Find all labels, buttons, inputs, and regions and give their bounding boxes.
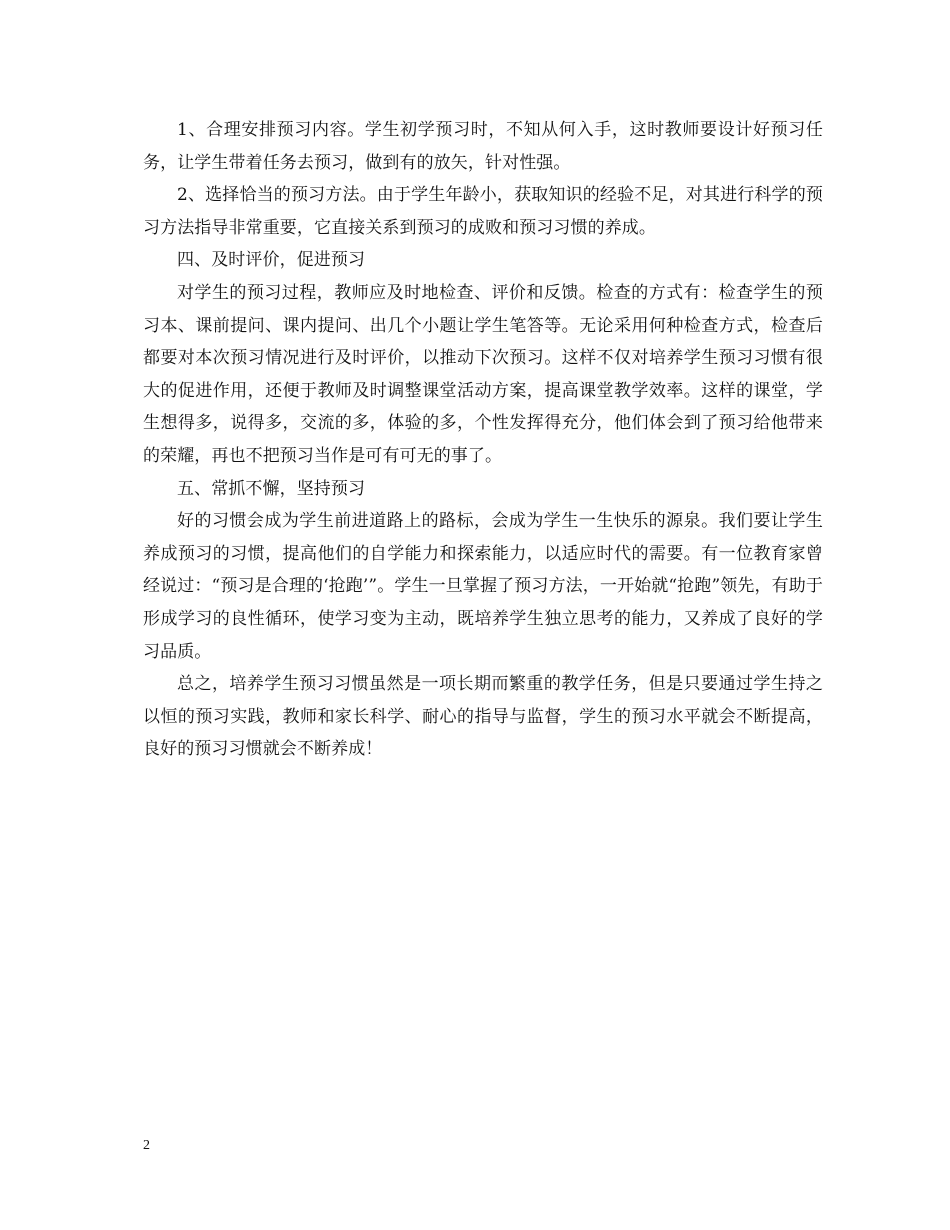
section-heading-persistence: 五、常抓不懈，坚持预习 (177, 478, 366, 499)
paragraph-conclusion: 总之，培养学生预习习惯虽然是一项长期而繁重的教学任务，但是只要通过学生持之以恒的预习实践，教师和家长科学、耐心的指导与监督，学生的预习水平就会不断提高，良好的预习习惯就会不断养成！ (143, 674, 823, 760)
paragraph-preview-method: 2、选择恰当的预习方法。由于学生年龄小，获取知识的经验不足，对其进行科学的预习方法指导非常重要，它直接关系到预习的成败和预习习惯的养成。 (143, 185, 823, 238)
paragraph-preview-content: 1、合理安排预习内容。学生初学预习时，不知从何入手，这时教师要设计好预习任务，让学生带着任务去预习，做到有的放矢，针对性强。 (143, 120, 823, 173)
page-number: 2 (143, 1138, 150, 1153)
paragraph-evaluation: 对学生的预习过程，教师应及时地检查、评价和反馈。检查的方式有：检查学生的预习本、课前提问、课内提问、出几个小题让学生笔答等。无论采用何种检查方式，检查后都要对本次预习情况进行及时评价，以推动下次预习。这样不仅对培养学生预习习惯有很大的促进作用，还便于教师及时调整课堂活动方案，提高课堂教学效率。这样的课堂，学生想得多，说得多，交流的多，体验的多，个性发挥得充分，他们体会到了预习给他带来的荣耀，再也不把预习当作是可有可无的事了。 (143, 282, 823, 466)
paragraph-persistence: 好的习惯会成为学生前进道路上的路标，会成为学生一生快乐的源泉。我们要让学生养成预习的习惯，提高他们的自学能力和探索能力，以适应时代的需要。有一位教育家曾经说过：“预习是合理的‘抢跑’”。学生一旦掌握了预习方法，一开始就“抢跑”领先，有助于形成学习的良性循环，使学习变为主动，既培养学生独立思考的能力，又养成了良好的学习品质。 (143, 511, 823, 662)
document-body (143, 114, 823, 766)
section-heading-evaluation: 四、及时评价，促进预习 (177, 250, 366, 271)
